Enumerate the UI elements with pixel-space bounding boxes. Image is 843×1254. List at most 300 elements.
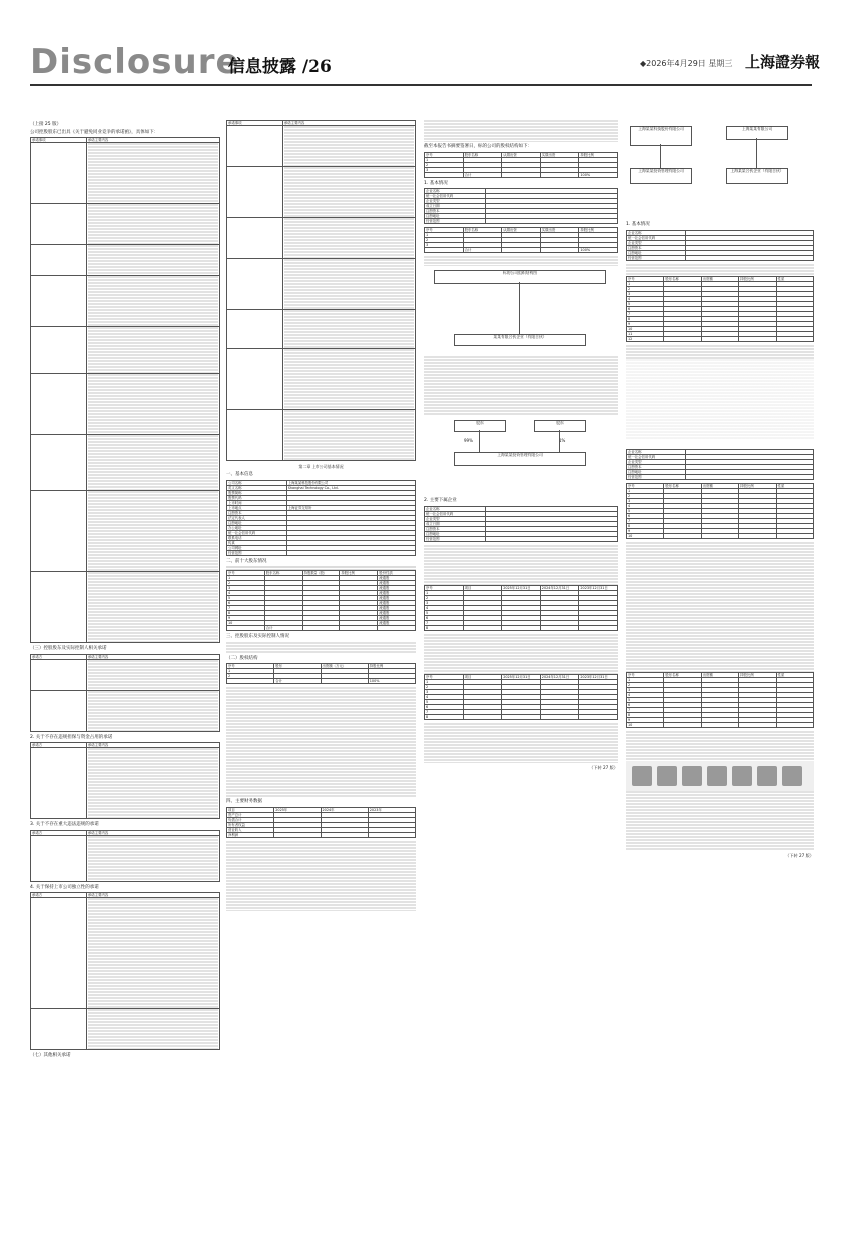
header-cell: 承诺事项 bbox=[227, 121, 283, 126]
table-cell bbox=[378, 626, 416, 631]
header-cell: 2025年 bbox=[274, 807, 321, 812]
table-row bbox=[425, 172, 618, 177]
commitment-table-continued bbox=[226, 120, 416, 461]
header-cell: 性质 bbox=[776, 672, 813, 677]
table-cell: 10 bbox=[627, 722, 664, 727]
table-row bbox=[31, 491, 220, 572]
table-cell: 10 bbox=[627, 533, 664, 538]
org-box-top-left: 上海某某科技股份有限公司 bbox=[630, 126, 692, 146]
table-cell: 合计 bbox=[463, 248, 502, 253]
table-cell bbox=[579, 625, 618, 630]
financial-data-table-2 bbox=[424, 674, 618, 720]
table-cell bbox=[502, 714, 541, 719]
continued-note: （下转 27 版） bbox=[785, 852, 814, 858]
table-cell: 注册资本 bbox=[227, 510, 287, 515]
header-cell: 实缴出资 bbox=[540, 152, 579, 157]
finance-table bbox=[226, 807, 416, 838]
table-row bbox=[627, 336, 814, 341]
table-row bbox=[31, 245, 220, 276]
table-cell: 6 bbox=[627, 702, 664, 707]
shareholders-table-right bbox=[626, 276, 814, 342]
product-image bbox=[657, 766, 677, 786]
header-cell: 股份性质 bbox=[378, 571, 416, 576]
org-box-holder-left: 股东 bbox=[454, 420, 506, 432]
table-row bbox=[227, 679, 416, 684]
table-cell: 7 bbox=[627, 518, 664, 523]
table-cell bbox=[227, 626, 265, 631]
table-cell: 注册地址 bbox=[627, 250, 686, 255]
table-cell: 注册地址 bbox=[227, 520, 287, 525]
table-cell: 注册地址 bbox=[425, 214, 486, 219]
header-cell: 序号 bbox=[425, 228, 464, 233]
table-row bbox=[31, 659, 220, 690]
text-block bbox=[88, 748, 218, 818]
text-block bbox=[284, 167, 414, 217]
table-row bbox=[227, 349, 416, 410]
shareholders-table-right-2 bbox=[626, 483, 814, 539]
commitment-intro: 公司控股股东已出具《关于避免同业竞争的承诺函》，具体如下： bbox=[30, 129, 159, 135]
table-cell: 1 bbox=[627, 488, 664, 493]
table-cell: 企业名称 bbox=[425, 189, 486, 194]
section-heading: 1. 基本情况 bbox=[424, 180, 448, 186]
table-cell: 11 bbox=[627, 331, 664, 336]
header-cell: 承诺方 bbox=[31, 830, 87, 835]
table-row bbox=[227, 832, 416, 837]
financial-data-table bbox=[424, 585, 618, 631]
table-cell: 企业类型 bbox=[627, 459, 686, 464]
header-cell: 股东名称 bbox=[463, 152, 502, 157]
table-cell: 3 bbox=[425, 243, 464, 248]
header-cell: 2024年12月31日 bbox=[540, 585, 579, 590]
newspaper-name: 上海證券報 bbox=[745, 53, 821, 71]
commitment-table-2 bbox=[30, 654, 220, 732]
section-heading: 四、主要财务数据 bbox=[226, 799, 262, 804]
product-image bbox=[632, 766, 652, 786]
header-cell: 股东名称 bbox=[264, 571, 302, 576]
table-row bbox=[627, 722, 814, 727]
table-cell: 统一社会信用代码 bbox=[627, 454, 686, 459]
org-box-top-right: 上海某某有限公司 bbox=[726, 126, 788, 140]
chart-caption: 标的公司组织结构图 bbox=[502, 270, 538, 275]
header-cell: 承诺主要内容 bbox=[86, 654, 219, 659]
table-cell: 流通股 bbox=[378, 586, 416, 591]
table-cell bbox=[463, 625, 502, 630]
table-cell: 资产总计 bbox=[227, 812, 274, 817]
header-cell: 序号 bbox=[425, 152, 464, 157]
table-row bbox=[31, 1009, 220, 1050]
text-block bbox=[88, 691, 218, 731]
table-cell: 2 bbox=[425, 595, 464, 600]
table-cell: 注册资本 bbox=[627, 245, 686, 250]
table-cell: 流通股 bbox=[378, 581, 416, 586]
column-1 bbox=[30, 120, 220, 1235]
table-cell: 3 bbox=[425, 167, 464, 172]
table-row bbox=[31, 435, 220, 491]
table-cell: 100% bbox=[368, 679, 415, 684]
text-block bbox=[284, 310, 414, 348]
table-cell: 流通股 bbox=[378, 591, 416, 596]
table-row bbox=[227, 218, 416, 259]
table-cell bbox=[463, 714, 502, 719]
continuation-note: （上接 25 版） bbox=[30, 122, 62, 127]
text-block bbox=[88, 435, 218, 490]
table-cell bbox=[485, 219, 617, 224]
table-row bbox=[31, 204, 220, 245]
table-cell: 经营范围 bbox=[627, 255, 686, 260]
text-block bbox=[88, 374, 218, 434]
table-cell: 3 bbox=[425, 689, 464, 694]
header-cell: 序号 bbox=[425, 674, 464, 679]
table-row bbox=[31, 572, 220, 643]
table-row bbox=[31, 898, 220, 1009]
table-row bbox=[31, 276, 220, 327]
header-cell: 持股比例 bbox=[739, 483, 776, 488]
table-cell bbox=[286, 550, 415, 555]
table-cell: 注册地址 bbox=[425, 531, 486, 536]
header-cell: 承诺主要内容 bbox=[86, 893, 219, 898]
table-cell: 经营范围 bbox=[425, 219, 486, 224]
header-cell: 实缴出资 bbox=[540, 228, 579, 233]
table-row bbox=[31, 690, 220, 731]
table-cell: 3 bbox=[627, 498, 664, 503]
table-row bbox=[31, 143, 220, 204]
table-cell: 企业类型 bbox=[627, 240, 686, 245]
chapter-title: 第二章 上市公司基本情况 bbox=[298, 464, 344, 469]
org-chart-header-row bbox=[434, 270, 606, 284]
equity-table-1 bbox=[424, 152, 618, 178]
table-cell bbox=[425, 172, 464, 177]
text-block bbox=[88, 572, 218, 642]
table-cell bbox=[701, 722, 738, 727]
header-cell: 序号 bbox=[227, 664, 274, 669]
header-cell: 承诺方 bbox=[31, 893, 87, 898]
table-row bbox=[227, 259, 416, 310]
product-image bbox=[757, 766, 777, 786]
header-cell: 认缴出资 bbox=[502, 152, 541, 157]
org-connector bbox=[479, 430, 480, 452]
table-cell: 5 bbox=[425, 610, 464, 615]
org-connector bbox=[756, 138, 757, 168]
table-cell bbox=[321, 679, 368, 684]
table-cell: 6 bbox=[227, 601, 265, 606]
table-cell: 7 bbox=[425, 709, 464, 714]
header-cell: 出资额 bbox=[701, 672, 738, 677]
text-block bbox=[88, 276, 218, 326]
structure-diagram bbox=[626, 359, 814, 449]
header-rule bbox=[30, 84, 812, 86]
table-cell: 流通股 bbox=[378, 601, 416, 606]
commitment-table-4 bbox=[30, 830, 220, 882]
table-cell: 合计 bbox=[274, 679, 321, 684]
table-cell: 公司名称 bbox=[227, 480, 287, 485]
table-cell: 注册地址 bbox=[627, 469, 686, 474]
table-cell: 9 bbox=[627, 321, 664, 326]
header-cell: 股东名称 bbox=[664, 276, 701, 281]
commitment-table-1 bbox=[30, 137, 220, 643]
org-box-holding: 某某有限合伙企业（有限合伙） bbox=[454, 334, 586, 346]
entity-info-table bbox=[626, 230, 814, 261]
table-cell bbox=[776, 533, 813, 538]
table-cell: 8 bbox=[425, 625, 464, 630]
table-cell: 负债合计 bbox=[227, 817, 274, 822]
header-cell: 项目 bbox=[227, 807, 274, 812]
table-cell bbox=[701, 533, 738, 538]
text-block bbox=[226, 687, 416, 797]
header-cell: 序号 bbox=[627, 672, 664, 677]
table-cell: 4 bbox=[227, 591, 265, 596]
header-cell: 序号 bbox=[227, 571, 265, 576]
table-cell bbox=[340, 626, 378, 631]
table-cell: 1 bbox=[425, 157, 464, 162]
table-cell: 所有者权益 bbox=[227, 822, 274, 827]
table-cell: 10 bbox=[627, 326, 664, 331]
continued-note: （下转 27 版） bbox=[589, 764, 618, 770]
table-cell bbox=[739, 533, 776, 538]
table-row bbox=[227, 410, 416, 461]
text-block bbox=[626, 731, 814, 761]
table-cell: 企业名称 bbox=[627, 230, 686, 235]
section-heading: （二）股权结构 bbox=[226, 655, 258, 661]
table-cell bbox=[579, 714, 618, 719]
table-cell bbox=[321, 832, 368, 837]
table-cell bbox=[485, 536, 617, 541]
section-title: 信息披露 /26 bbox=[228, 57, 332, 77]
text-block bbox=[88, 491, 218, 571]
text-block bbox=[424, 634, 618, 674]
table-cell: 合计 bbox=[264, 626, 302, 631]
table-cell bbox=[664, 722, 701, 727]
org-connector bbox=[660, 144, 661, 168]
product-image bbox=[732, 766, 752, 786]
commitment-table-5 bbox=[30, 892, 220, 1050]
table-cell: 7 bbox=[425, 620, 464, 625]
table-cell: 股票简称 bbox=[227, 490, 287, 495]
table-cell: 2 bbox=[627, 682, 664, 687]
text-block bbox=[284, 410, 414, 460]
product-photo-strip bbox=[626, 761, 814, 791]
table-cell: 3 bbox=[627, 291, 664, 296]
header-cell: 承诺主要内容 bbox=[282, 121, 415, 126]
table-cell: 统一社会信用代码 bbox=[627, 235, 686, 240]
text-block bbox=[284, 218, 414, 258]
table-cell bbox=[274, 832, 321, 837]
text-block bbox=[88, 660, 218, 690]
table-row bbox=[31, 327, 220, 374]
table-cell: 统一社会信用代码 bbox=[227, 530, 287, 535]
table-cell bbox=[776, 336, 813, 341]
header-cell: 股东 bbox=[274, 664, 321, 669]
table-cell bbox=[739, 722, 776, 727]
table-cell: 6 bbox=[425, 704, 464, 709]
org-chart bbox=[424, 266, 618, 356]
table-cell bbox=[425, 248, 464, 253]
table-cell: 4 bbox=[425, 605, 464, 610]
section-heading: 3. 关于不存在重大违法违规的承诺 bbox=[30, 822, 99, 827]
issue-date: ◆2026年4月29日 星期三 bbox=[640, 59, 733, 68]
section-heading: （三）控股股东及实际控制人相关承诺 bbox=[30, 646, 107, 651]
table-cell: 注册资本 bbox=[425, 526, 486, 531]
table-cell: 1 bbox=[627, 677, 664, 682]
header-cell: 承诺主要内容 bbox=[86, 743, 219, 748]
table-cell: 8 bbox=[627, 316, 664, 321]
header-cell: 项目 bbox=[463, 585, 502, 590]
table-row bbox=[425, 248, 618, 253]
table-cell: 1 bbox=[227, 669, 274, 674]
table-cell: 2 bbox=[425, 684, 464, 689]
table-row bbox=[227, 550, 416, 555]
table-cell: 4 bbox=[627, 503, 664, 508]
header-cell: 股东名称 bbox=[463, 228, 502, 233]
header-cell: 项目 bbox=[463, 674, 502, 679]
table-cell: 4 bbox=[627, 296, 664, 301]
table-cell: 流通股 bbox=[378, 616, 416, 621]
table-cell: 法定代表人 bbox=[227, 515, 287, 520]
table-cell: Shanghai Technology Co., Ltd. bbox=[286, 485, 415, 490]
section-heading: 4. 关于保持上市公司独立性的承诺 bbox=[30, 884, 99, 890]
table-cell: 8 bbox=[425, 714, 464, 719]
header-cell: 出资额 bbox=[701, 483, 738, 488]
text-block bbox=[88, 245, 218, 275]
table-cell: 8 bbox=[627, 523, 664, 528]
table-row bbox=[627, 255, 814, 260]
table-total-row bbox=[227, 626, 416, 631]
org-box-company: 上海某某投资管理有限公司 bbox=[454, 452, 586, 466]
table-cell: 2 bbox=[227, 581, 265, 586]
table-cell: 英文名称 bbox=[227, 485, 287, 490]
table-cell bbox=[502, 625, 541, 630]
table-cell: 7 bbox=[627, 707, 664, 712]
table-cell: 流通股 bbox=[378, 606, 416, 611]
header-cell: 2025年12月31日 bbox=[502, 585, 541, 590]
column-4 bbox=[626, 120, 814, 1235]
header-cell: 持股比例 bbox=[579, 228, 618, 233]
header-cell: 持股比例 bbox=[340, 571, 378, 576]
table-cell: 5 bbox=[627, 697, 664, 702]
table-cell: 上市时间 bbox=[227, 500, 287, 505]
table-cell: 10 bbox=[227, 621, 265, 626]
table-cell: 2 bbox=[425, 238, 464, 243]
masthead bbox=[0, 0, 843, 88]
entity-info-table-2 bbox=[626, 449, 814, 480]
table-cell: 联系电话 bbox=[227, 535, 287, 540]
table-cell: 流通股 bbox=[378, 576, 416, 581]
table-cell: 1 bbox=[425, 679, 464, 684]
table-cell: 8 bbox=[627, 712, 664, 717]
table-cell: 3 bbox=[227, 586, 265, 591]
header-cell: 承诺主要内容 bbox=[86, 138, 219, 143]
table-cell bbox=[701, 336, 738, 341]
table-row bbox=[31, 835, 220, 881]
section-heading: 三、控股股东及实际控制人情况 bbox=[226, 634, 289, 639]
table-cell bbox=[664, 336, 701, 341]
column-2 bbox=[226, 120, 416, 1235]
equity-table-2 bbox=[424, 227, 618, 253]
section-heading: 一、基本信息 bbox=[226, 472, 253, 477]
table-row bbox=[425, 536, 618, 541]
table-cell: 流通股 bbox=[378, 611, 416, 616]
header-cell: 持股比例 bbox=[739, 672, 776, 677]
text-block bbox=[284, 259, 414, 309]
section-heading: 2. 关于不存在违规担保与资金占用的承诺 bbox=[30, 734, 113, 740]
org-connector bbox=[559, 430, 560, 452]
org-box-middle: 上海某某投资管理有限公司 bbox=[630, 168, 692, 184]
text-block bbox=[226, 841, 416, 911]
header-cell: 持股比例 bbox=[579, 152, 618, 157]
brand-logo: Disclosure bbox=[30, 42, 240, 82]
table-cell: 12 bbox=[627, 336, 664, 341]
subsidiary-info-table bbox=[424, 188, 618, 224]
org-chart-right bbox=[626, 120, 814, 220]
table-cell: 经营范围 bbox=[425, 536, 486, 541]
text-block bbox=[424, 545, 618, 585]
table-cell: 上海证券交易所 bbox=[286, 505, 415, 510]
table-cell: 办公地址 bbox=[227, 525, 287, 530]
table-row bbox=[227, 167, 416, 218]
table-cell: 4 bbox=[425, 694, 464, 699]
table-cell bbox=[739, 336, 776, 341]
table-cell bbox=[302, 626, 340, 631]
text-block bbox=[88, 327, 218, 373]
org-connector bbox=[519, 282, 520, 334]
header-cell: 承诺事项 bbox=[31, 138, 87, 143]
header-cell: 2023年 bbox=[368, 807, 415, 812]
header-cell: 性质 bbox=[776, 483, 813, 488]
product-image bbox=[682, 766, 702, 786]
table-cell: 5 bbox=[627, 508, 664, 513]
table-row bbox=[425, 219, 618, 224]
company-basic-info-table bbox=[226, 480, 416, 556]
text-block bbox=[626, 345, 814, 359]
text-block bbox=[88, 1009, 218, 1049]
text-block bbox=[424, 120, 618, 142]
table-cell: 传真 bbox=[227, 540, 287, 545]
text-block bbox=[424, 723, 618, 763]
table-cell bbox=[502, 248, 541, 253]
shareholders-table-right-3 bbox=[626, 672, 814, 728]
table-cell: 2 bbox=[627, 493, 664, 498]
header-cell: 持股比例 bbox=[368, 664, 415, 669]
table-cell: 经营范围 bbox=[627, 474, 686, 479]
product-image bbox=[782, 766, 802, 786]
table-cell: 100% bbox=[579, 248, 618, 253]
diagram-area bbox=[626, 359, 814, 439]
section-heading: （七）其他相关承诺 bbox=[30, 1053, 71, 1058]
product-images bbox=[626, 761, 814, 797]
header-cell: 承诺方 bbox=[31, 743, 87, 748]
header-cell: 序号 bbox=[627, 276, 664, 281]
table-cell: 公司网址 bbox=[227, 545, 287, 550]
subsidiary-info-table-2 bbox=[424, 506, 618, 542]
table-cell: 注册资本 bbox=[627, 464, 686, 469]
header-cell: 持股数量（股） bbox=[302, 571, 340, 576]
table-row bbox=[31, 374, 220, 435]
header-cell: 承诺主要内容 bbox=[86, 830, 219, 835]
table-cell: 股票代码 bbox=[227, 495, 287, 500]
table-cell: 1 bbox=[627, 281, 664, 286]
header-cell: 出资额（万元） bbox=[321, 664, 368, 669]
table-cell bbox=[227, 679, 274, 684]
table-cell: 5 bbox=[627, 301, 664, 306]
table-cell: 4 bbox=[627, 692, 664, 697]
table-cell bbox=[368, 832, 415, 837]
table-cell bbox=[540, 248, 579, 253]
text-block bbox=[626, 264, 814, 276]
table-row bbox=[425, 625, 618, 630]
table-cell: 2 bbox=[627, 286, 664, 291]
table-cell: 9 bbox=[627, 717, 664, 722]
table-cell bbox=[664, 533, 701, 538]
org-box-holder-right: 股东 bbox=[534, 420, 586, 432]
